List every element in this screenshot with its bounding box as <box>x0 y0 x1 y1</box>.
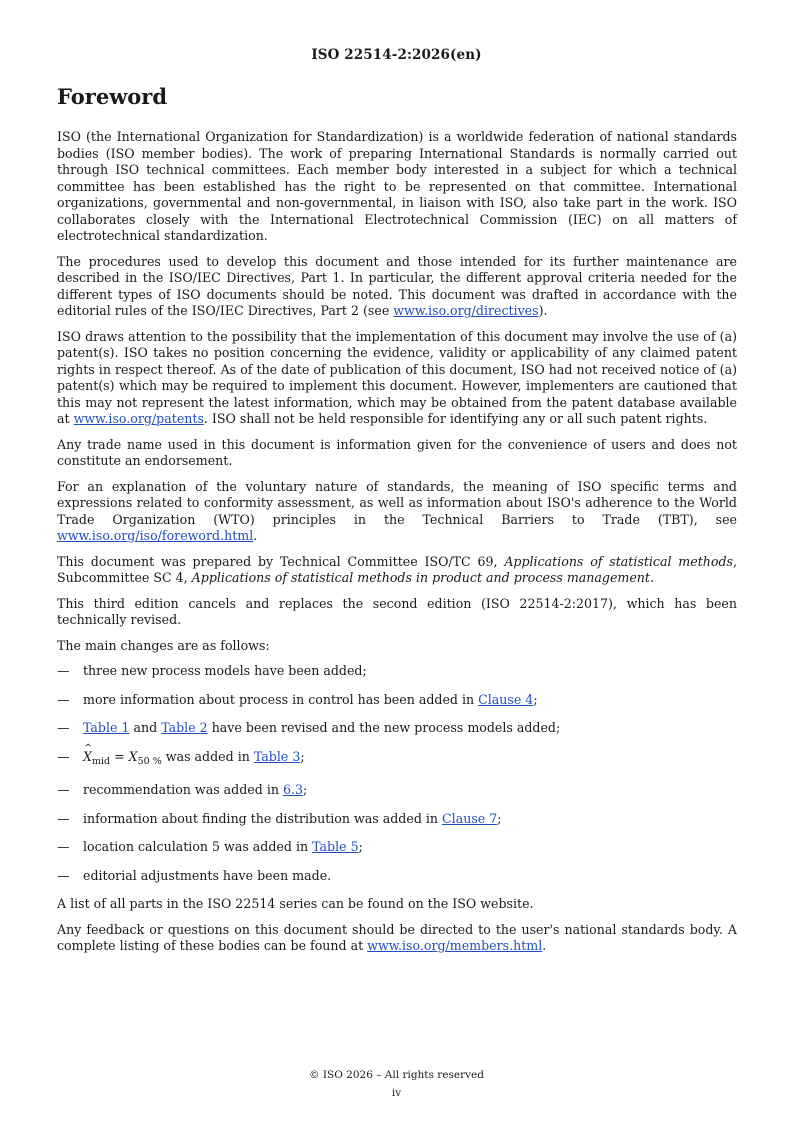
dash-bullet: — <box>57 810 70 826</box>
list-item <box>57 868 737 885</box>
dash-bullet: — <box>57 720 70 735</box>
paragraph-text: Any feedback or questions on this document should be directed to the user's national standards body. A complete listing of these bodies can be found at <box>57 921 737 953</box>
equals-sign: = <box>110 748 129 764</box>
list-item-text: ; <box>358 839 363 854</box>
formula-x-mid <box>83 748 162 767</box>
list-item-text: ; <box>497 810 502 826</box>
list-item <box>57 720 737 737</box>
paragraph-text: . <box>542 938 547 953</box>
link-clause-7[interactable]: Clause 7 <box>442 810 498 826</box>
list-item-text: ; <box>300 748 305 764</box>
list-item <box>57 782 737 799</box>
paragraph-series-list: A list of all parts in the ISO 22514 series can be found on the ISO website. <box>57 896 534 911</box>
list-item-text: was added in <box>161 748 254 764</box>
subscript-50: 50 % <box>137 755 162 767</box>
dash-bullet: — <box>57 867 70 883</box>
page-title: Foreword <box>57 84 168 109</box>
link-table-5[interactable]: Table 5 <box>312 839 359 854</box>
changes-list <box>57 663 737 884</box>
link-6-3[interactable]: 6.3 <box>282 782 303 797</box>
paragraph-text: ). <box>538 303 548 318</box>
link-table-3[interactable]: Table 3 <box>253 748 301 764</box>
paragraph-feedback <box>57 922 737 955</box>
x-hat-symbol: ^ X <box>83 749 92 766</box>
list-item <box>57 839 737 856</box>
link-table-1[interactable]: Table 1 <box>83 720 130 735</box>
list-item <box>57 811 737 828</box>
paragraph-text: . <box>253 528 258 543</box>
paragraph-text: For an explanation of the voluntary nature of standards, the meaning of ISO specific terms and expressions related to conformity assessment, as well as information about ISO's adherence to the World Trade Organization (WTO) principles in the Technical Barriers to Trade (TBT), see <box>57 478 737 527</box>
list-item-text: ; <box>303 782 308 797</box>
list-item-text: more information about process in control has been added in <box>83 691 479 707</box>
copyright-notice: © ISO 2026 – All rights reserved <box>309 1069 484 1081</box>
paragraph-iso-intro: ISO (the International Organization for Standardization) is a worldwide federation of national standards bodies (ISO member bodies). The work of preparing International Standards is normally carried out through ISO technical committees. Each member body interested in a subject for which a technical committee has been established has the right to be represented on that committee. International organizations, governmental and non-governmental, in liaison with ISO, also take part in the work. ISO collaborates closely with the International Electrotechnical Commission (IEC) on all matters of electrotechnical standardization. <box>57 129 737 243</box>
dash-bullet: — <box>57 691 70 707</box>
link-members[interactable]: www.iso.org/members.html <box>367 938 543 953</box>
dash-bullet: — <box>57 839 70 854</box>
paragraph-text: , Subcommittee SC 4, <box>57 553 737 585</box>
list-item-text: ; <box>533 691 538 707</box>
dash-bullet: — <box>57 748 70 764</box>
subcommittee-name: Applications of statistical methods in product and process management <box>191 570 650 585</box>
list-item-text: location calculation 5 was added in <box>83 839 313 854</box>
paragraph-committee <box>57 554 737 587</box>
list-item-text: and <box>129 720 162 735</box>
paragraph-trade-name: Any trade name used in this document is information given for the convenience of users and does not constitute an endorsement. <box>57 436 737 468</box>
committee-name: Applications of statistical methods <box>504 553 733 569</box>
list-item-text: editorial adjustments have been made. <box>83 867 332 883</box>
list-item-text: information about finding the distribution was added in <box>83 810 443 826</box>
list-item <box>57 692 737 709</box>
list-item-text: have been revised and the new process models added; <box>207 720 561 735</box>
paragraph-patents <box>57 329 737 428</box>
paragraph-voluntary-nature <box>57 479 737 545</box>
link-table-2[interactable]: Table 2 <box>161 720 208 735</box>
paragraph-text: This document was prepared by Technical Committee ISO/TC 69, <box>57 553 505 569</box>
subscript-mid: mid <box>91 755 111 767</box>
foreword-body <box>57 129 737 964</box>
paragraph-main-changes: The main changes are as follows: <box>57 637 270 653</box>
link-foreword[interactable]: www.iso.org/iso/foreword.html <box>57 528 254 543</box>
document-header: ISO 22514-2:2026(en) <box>311 47 482 63</box>
paragraph-procedures <box>57 254 737 320</box>
paragraph-text: . ISO shall not be held responsible for identifying any or all such patent rights. <box>203 411 708 426</box>
paragraph-text: The procedures used to develop this document and those intended for its further maintenance are described in the ISO/IEC Directives, Part 1. In particular, the different approval criteria needed for the different types of ISO documents should be noted. This document was drafted in accordance with the editorial rules of the ISO/IEC Directives, Part 2 (see <box>57 253 737 318</box>
list-item-text: three new process models have been added; <box>83 663 367 678</box>
page-number: iv <box>391 1087 402 1099</box>
list-item <box>57 749 737 771</box>
dash-bullet: — <box>57 782 70 797</box>
paragraph-edition: This third edition cancels and replaces the second edition (ISO 22514-2:2017), which has been technically revised. <box>57 595 737 627</box>
list-item-text: recommendation was added in <box>83 782 283 797</box>
dash-bullet: — <box>57 663 70 678</box>
link-patents[interactable]: www.iso.org/patents <box>73 411 204 426</box>
list-item <box>57 663 737 680</box>
page-footer <box>0 1066 793 1102</box>
paragraph-text: . <box>649 570 654 585</box>
x-symbol: X <box>128 748 138 764</box>
paragraph-text: ISO draws attention to the possibility that the implementation of this document may involve the use of (a) patent(s). ISO takes no position concerning the evidence, validity or applicability of any claimed patent rights in respect thereof. As of the date of publication of this document, ISO had not received notice of (a) patent(s) which may be required to implement this document. However, implementers are cautioned that this may not represent the latest information, which may be obtained from the patent database available at <box>57 328 737 426</box>
link-directives[interactable]: www.iso.org/directives <box>393 303 539 318</box>
link-clause-4[interactable]: Clause 4 <box>478 691 534 707</box>
